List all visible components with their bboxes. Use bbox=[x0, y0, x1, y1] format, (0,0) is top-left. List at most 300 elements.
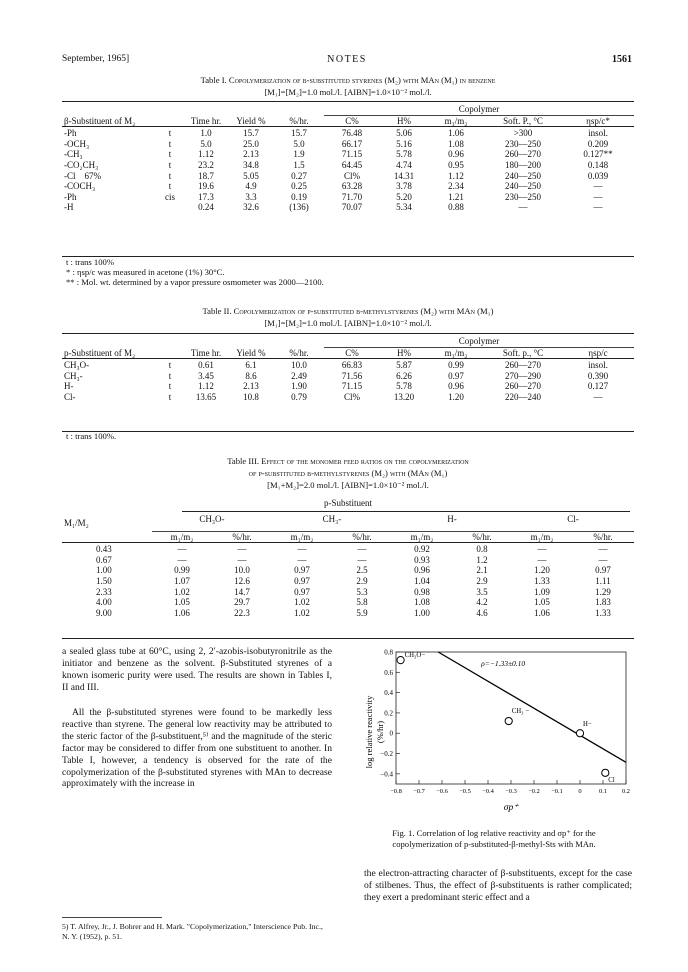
table1-cell-yield: 34.8 bbox=[243, 159, 259, 170]
table1-cell-rate: 5.0 bbox=[293, 138, 305, 149]
table2-header-h: H% bbox=[397, 347, 411, 358]
table3-cell-value: 10.0 bbox=[234, 565, 250, 576]
table2-cell-rate: 2.49 bbox=[291, 370, 307, 381]
table3-cell-value: 5.8 bbox=[356, 597, 368, 608]
table2-cell-h: 5.87 bbox=[396, 360, 412, 371]
table2-cell-isomer: t bbox=[168, 391, 172, 402]
table1-cell-time: 23.2 bbox=[198, 159, 214, 170]
table3-cell-feed: 4.00 bbox=[96, 597, 112, 608]
table1-row bbox=[62, 171, 634, 182]
table3-cell-value: 0.96 bbox=[414, 565, 430, 576]
table3-cell-value: — bbox=[357, 554, 367, 565]
table3-cell-value: 1.09 bbox=[534, 586, 550, 597]
table3-cell-value: 2.9 bbox=[476, 575, 488, 586]
table1-cell-substituent: -COCH₃ bbox=[64, 181, 96, 192]
table3-cell-value: 0.97 bbox=[294, 565, 310, 576]
table3-cell-value: — bbox=[357, 544, 367, 555]
table1-cell-yield: 32.6 bbox=[243, 202, 259, 213]
table2-cell-substituent: Cl- bbox=[64, 391, 76, 402]
table2-cell-c: 71.15 bbox=[341, 381, 363, 392]
y-tick-label: 0.6 bbox=[384, 668, 393, 677]
table3-row bbox=[62, 565, 634, 576]
table3-cell-value: 1.08 bbox=[414, 597, 430, 608]
table3-cell-value: 1.02 bbox=[294, 597, 310, 608]
table1-cell-h: 4.74 bbox=[396, 159, 412, 170]
table1-cell-yield: 25.0 bbox=[243, 138, 259, 149]
table1-cell-substituent: -Cl 67% bbox=[64, 170, 101, 181]
table1-cell-h: 5.78 bbox=[396, 149, 412, 160]
table1-cell-soft: >300 bbox=[513, 128, 533, 139]
table3-cell-value: 1.06 bbox=[534, 607, 550, 618]
table1-cell-rate: 0.25 bbox=[291, 181, 307, 192]
table1-cell-soft: 230—250 bbox=[505, 138, 541, 149]
table1-cell-yield: 3.3 bbox=[245, 191, 257, 202]
footnote: 5) T. Alfrey, Jr., J. Bohrer and H. Mark. "Copolymerization," Interscience Pub. Inc., N. Y. (1952), p. 51. bbox=[62, 922, 323, 941]
y-tick-label: −0.4 bbox=[380, 770, 393, 779]
table2-cell-isomer: t bbox=[168, 370, 172, 381]
table1-header-ratio: m₁/m₂ bbox=[444, 115, 468, 126]
table3-subheader-rate: %/hr. bbox=[572, 531, 634, 543]
table3-cell-value: 2.5 bbox=[356, 565, 368, 576]
table3-cell-value: — bbox=[297, 554, 307, 565]
table2-cell-yield: 6.1 bbox=[245, 360, 257, 371]
table1-cell-c: 71.15 bbox=[341, 149, 363, 160]
table3-header-chloro: Cl- bbox=[567, 514, 579, 524]
table1-cell-visc: — bbox=[593, 181, 603, 192]
figure-1-x-ticks bbox=[390, 780, 630, 795]
table3-cell-value: 1.05 bbox=[174, 597, 190, 608]
table1-cell-soft: 230—250 bbox=[505, 191, 541, 202]
table3-cell-value: 1.33 bbox=[534, 575, 550, 586]
table1-note-trans: t : trans 100% bbox=[66, 257, 114, 267]
table3-subheader-ratio: m₁/m₂ bbox=[392, 531, 452, 543]
table1-cell-c: 71.70 bbox=[341, 191, 363, 202]
table1-cell-h: 3.78 bbox=[396, 181, 412, 192]
table3-cell-value: 4.2 bbox=[476, 597, 488, 608]
table1-cell-isomer: t bbox=[168, 181, 172, 192]
body-text-left-para2: All the β-substituted styrenes were found to be markedly less reactive than styrene. The general low reactivity may be attributed to the steric factor of the β-substituent,⁵⁾ and the magnitude of the steric factor may be considered to differ from one substituent to another. In Table I, however, a tendency is observed for the rate of the copolymerization of the β-substituted styrenes with MAn to decrease approximately with the increase in bbox=[62, 707, 332, 790]
table1-cell-visc: 0.127** bbox=[583, 149, 613, 160]
figure-1-ylabel-line1: log relative reactivity bbox=[364, 695, 374, 769]
table1-cell-visc: — bbox=[593, 191, 603, 202]
table1-header-soft: Soft. P., °C bbox=[503, 115, 543, 126]
table1-row bbox=[62, 128, 634, 139]
table3-cell-value: 0.92 bbox=[414, 544, 430, 555]
table3-cell-value: 0.99 bbox=[174, 565, 190, 576]
table2-row bbox=[62, 371, 634, 382]
table1-cell-time: 17.3 bbox=[198, 191, 214, 202]
figure-1-chart bbox=[356, 646, 632, 818]
table3-cell-value: 2.9 bbox=[356, 575, 368, 586]
table1-cell-c: 76.48 bbox=[341, 128, 363, 139]
table1-cell-rate: 0.19 bbox=[291, 191, 307, 202]
table1-cell-substituent: -CH₃ bbox=[64, 149, 83, 160]
table1-cell-h: 14.31 bbox=[393, 170, 415, 181]
table1-cell-substituent: -OCH₃ bbox=[64, 138, 90, 149]
table1-cell-ratio: 1.12 bbox=[448, 170, 464, 181]
table2-cell-yield: 10.8 bbox=[243, 391, 259, 402]
table1-cell-h: 5.20 bbox=[396, 191, 412, 202]
figure-1-rho-label: ρ=−1.33±0.10 bbox=[481, 659, 526, 669]
table3-cell-value: 4.6 bbox=[476, 607, 488, 618]
table2-header-c: C% bbox=[345, 347, 359, 358]
table1-row bbox=[62, 160, 634, 171]
table1-row bbox=[62, 202, 634, 213]
table3-cell-value: 1.02 bbox=[174, 586, 190, 597]
table3-cell-feed: 9.00 bbox=[96, 607, 112, 618]
table2-cell-rate: 1.90 bbox=[291, 381, 307, 392]
table3-group-rule bbox=[182, 511, 630, 512]
table3-cell-feed: 0.43 bbox=[96, 544, 112, 555]
table1-cell-substituent: -Ph bbox=[64, 191, 77, 202]
table3-cell-value: — bbox=[598, 554, 608, 565]
table1-note-viscosity: * : ηsp/c was measured in acetone (1%) 30°C. bbox=[66, 267, 225, 277]
table3-caption: Table III. Effect of the monomer feed ratios on the copolymerization bbox=[227, 456, 469, 466]
table1-cell-c: 64.45 bbox=[341, 159, 363, 170]
table1-cell-visc: 0.209 bbox=[587, 138, 609, 149]
table1-row bbox=[62, 139, 634, 150]
table2-row bbox=[62, 360, 634, 371]
table3-subheader-rate: %/hr. bbox=[332, 531, 392, 543]
table3-row bbox=[62, 576, 634, 587]
table1-cell-substituent: -CO₂CH₃ bbox=[64, 159, 99, 170]
table3-cell-value: 3.5 bbox=[476, 586, 488, 597]
table2-cell-substituent: CH₃O- bbox=[64, 360, 90, 371]
table3-cell-value: 2.1 bbox=[476, 565, 488, 576]
figure-1-ylabel-line2: (%/hr) bbox=[375, 720, 385, 744]
table3-row bbox=[62, 587, 634, 598]
table2-cell-time: 3.45 bbox=[198, 370, 214, 381]
x-tick-label: −0.1 bbox=[551, 788, 563, 795]
table2-row bbox=[62, 392, 634, 403]
table3-header-methyl: CH₃- bbox=[322, 514, 342, 524]
table1-cell-h: 5.06 bbox=[396, 128, 412, 139]
y-tick-label: 0.4 bbox=[384, 689, 393, 698]
x-tick-label: −0.3 bbox=[505, 788, 517, 795]
table3-cell-value: — bbox=[177, 544, 187, 555]
table3-header-hydrogen: H- bbox=[447, 514, 457, 524]
table2-header-yield: Yield % bbox=[236, 347, 266, 358]
table1-cell-isomer: t bbox=[168, 149, 172, 160]
table2-cell-soft: 270—290 bbox=[505, 370, 541, 381]
table1-header-rate: %/hr. bbox=[289, 115, 309, 126]
figure-1-fit-line bbox=[438, 652, 626, 762]
table1-cell-time: 5.0 bbox=[200, 138, 212, 149]
body-text-right: the electron-attracting character of β-substituents, except for the case of stilbenes. Thus, the effect of β-substituents is rather complicated; they exert a predominant steric effect and a bbox=[364, 868, 632, 903]
running-header bbox=[62, 54, 632, 68]
table3-cell-value: 1.06 bbox=[174, 607, 190, 618]
table2-cell-isomer: t bbox=[168, 360, 172, 371]
table1-cell-rate: 1.5 bbox=[293, 159, 305, 170]
table3-cell-value: 0.97 bbox=[595, 565, 611, 576]
table1-cell-soft: 240—250 bbox=[505, 170, 541, 181]
x-tick-label: −0.7 bbox=[413, 788, 425, 795]
table3-cell-value: 1.05 bbox=[534, 597, 550, 608]
table3-cell-value: 1.83 bbox=[595, 597, 611, 608]
table2 bbox=[62, 336, 634, 403]
table3-cell-value: 1.33 bbox=[595, 607, 611, 618]
table3-row bbox=[62, 555, 634, 566]
table1-cell-ratio: 1.06 bbox=[448, 128, 464, 139]
table3-cell-value: 1.02 bbox=[294, 607, 310, 618]
table2-conditions: [M₁]=[M₂]=1.0 mol./l. [AIBN]=1.0×10⁻² mol./l. bbox=[264, 318, 432, 328]
table3-subheader-ratio: m₁/m₂ bbox=[512, 531, 572, 543]
table1 bbox=[62, 104, 634, 213]
table2-cell-substituent: CH₃- bbox=[64, 370, 83, 381]
table1-cell-soft: — bbox=[518, 202, 528, 213]
table3-header-feed: M₁/M₂ bbox=[64, 518, 89, 528]
table1-cell-time: 1.0 bbox=[200, 128, 212, 139]
data-point-label: H− bbox=[583, 721, 592, 729]
table1-cell-c: 70.07 bbox=[341, 202, 363, 213]
table3-subheader-rate: %/hr. bbox=[452, 531, 512, 543]
table1-cell-isomer: t bbox=[168, 170, 172, 181]
table3-row bbox=[62, 544, 634, 555]
table1-cell-ratio: 0.95 bbox=[448, 159, 464, 170]
table3-cell-value: 1.07 bbox=[174, 575, 190, 586]
table1-header-substituent: β-Substituent of M₂ bbox=[64, 115, 136, 126]
y-tick-label: −0.2 bbox=[380, 750, 393, 759]
x-tick-label: 0.2 bbox=[622, 788, 630, 795]
table2-note-trans: t : trans 100%. bbox=[66, 431, 117, 441]
table2-cell-isomer: t bbox=[168, 381, 172, 392]
table3-row bbox=[62, 597, 634, 608]
table3-cell-value: 12.6 bbox=[234, 575, 250, 586]
x-tick-label: −0.2 bbox=[528, 788, 540, 795]
data-point-marker bbox=[576, 730, 583, 737]
table1-cell-soft: 240—250 bbox=[505, 181, 541, 192]
table2-cell-c: 66.83 bbox=[341, 360, 363, 371]
data-point-marker bbox=[602, 769, 609, 776]
table1-cell-isomer: cis bbox=[165, 191, 175, 202]
table2-cell-h: 13.20 bbox=[393, 391, 415, 402]
header-date: September, 1965] bbox=[62, 54, 130, 64]
figure-1-points bbox=[397, 652, 615, 784]
x-tick-label: −0.4 bbox=[482, 788, 494, 795]
table1-row bbox=[62, 192, 634, 203]
table2-cell-h: 6.26 bbox=[396, 370, 412, 381]
table2-cell-substituent: H- bbox=[64, 381, 74, 392]
table1-cell-visc: insol. bbox=[588, 128, 608, 139]
table3-cell-value: 0.93 bbox=[414, 554, 430, 565]
table3-subheader-ratio: m₁/m₂ bbox=[272, 531, 332, 543]
table3-cell-value: 0.97 bbox=[294, 575, 310, 586]
table1-cell-substituent: -H bbox=[64, 202, 74, 213]
table1-cell-visc: 0.148 bbox=[587, 159, 609, 170]
table2-cell-rate: 10.0 bbox=[291, 360, 307, 371]
table1-cell-soft: 260—270 bbox=[505, 149, 541, 160]
table1-row bbox=[62, 181, 634, 192]
table1-cell-time: 1.12 bbox=[198, 149, 214, 160]
data-point-marker bbox=[505, 717, 512, 724]
table3-cell-value: 1.29 bbox=[595, 586, 611, 597]
table2-cell-ratio: 0.97 bbox=[448, 370, 464, 381]
table2-cell-time: 0.61 bbox=[198, 360, 214, 371]
table3-subheader-ratio: m₁/m₂ bbox=[152, 531, 212, 543]
table3-subheader-rate: %/hr. bbox=[212, 531, 272, 543]
table1-cell-yield: 5.05 bbox=[243, 170, 259, 181]
table1-cell-h: 5.34 bbox=[396, 202, 412, 213]
table3-cell-value: 22.3 bbox=[234, 607, 250, 618]
table2-cell-visc: — bbox=[593, 391, 603, 402]
table1-cell-ratio: 2.34 bbox=[448, 181, 464, 192]
table3-cell-value: 5.3 bbox=[356, 586, 368, 597]
table1-cell-time: 0.24 bbox=[198, 202, 214, 213]
table1-header-h: H% bbox=[397, 115, 411, 126]
table2-cell-c: 71.56 bbox=[341, 370, 363, 381]
table2-cell-visc: 0.127 bbox=[587, 381, 609, 392]
table3-cell-value: — bbox=[537, 544, 547, 555]
table1-cell-visc: 0.039 bbox=[587, 170, 609, 181]
x-tick-label: −0.5 bbox=[459, 788, 471, 795]
table2-cell-soft: 260—270 bbox=[505, 381, 541, 392]
table1-caption: Table I. Copolymerization of β-substituted styrenes (M₂) with MAn (M₁) in benzene bbox=[200, 75, 496, 85]
table3-cell-value: 1.20 bbox=[534, 565, 550, 576]
table1-conditions: [M₁]=[M₂]=1.0 mol./l. [AIBN]=1.0×10⁻² mol./l. bbox=[264, 87, 432, 97]
table2-cell-h: 5.78 bbox=[396, 381, 412, 392]
table2-header-visc: ηsp/c bbox=[588, 347, 608, 358]
table1-header-visc: ηsp/c* bbox=[586, 115, 610, 126]
header-page-number: 1561 bbox=[612, 54, 632, 65]
header-section: NOTES bbox=[327, 54, 367, 65]
table2-cell-yield: 8.6 bbox=[245, 370, 257, 381]
table3-cell-value: 1.2 bbox=[476, 554, 488, 565]
table1-cell-time: 19.6 bbox=[198, 181, 214, 192]
table1-cell-soft: 180—200 bbox=[505, 159, 541, 170]
x-tick-label: 0.1 bbox=[599, 788, 607, 795]
table1-cell-rate: 15.7 bbox=[291, 128, 307, 139]
x-tick-label: −0.8 bbox=[390, 788, 402, 795]
table1-header-c: C% bbox=[345, 115, 359, 126]
table1-cell-rate: (136) bbox=[289, 202, 309, 213]
data-point-marker bbox=[397, 657, 404, 664]
data-point-label: Cl bbox=[608, 776, 615, 784]
table1-cell-ratio: 1.21 bbox=[448, 191, 464, 202]
table2-cell-yield: 2.13 bbox=[243, 381, 259, 392]
table1-cell-yield: 15.7 bbox=[243, 128, 259, 139]
data-point-label: CH₃O− bbox=[404, 652, 426, 660]
table2-header-time: Time hr. bbox=[190, 347, 222, 358]
table2-header-rate: %/hr. bbox=[289, 347, 309, 358]
table3-cell-value: 1.04 bbox=[414, 575, 430, 586]
table1-header-time: Time hr. bbox=[190, 115, 222, 126]
figure-1-y-ticks bbox=[380, 649, 400, 779]
table1-cell-isomer bbox=[156, 202, 184, 213]
table2-cell-visc: insol. bbox=[588, 360, 608, 371]
table1-cell-rate: 1.9 bbox=[293, 149, 305, 160]
table1-cell-visc: — bbox=[593, 202, 603, 213]
table1-cell-rate: 0.27 bbox=[291, 170, 307, 181]
table1-bottom-rule bbox=[62, 256, 634, 257]
table1-cell-ratio: 1.08 bbox=[448, 138, 464, 149]
table3-cell-value: 1.00 bbox=[414, 607, 430, 618]
table3-cell-value: — bbox=[297, 544, 307, 555]
table3-cell-value: — bbox=[598, 544, 608, 555]
table3-conditions: [M₁+M₂]=2.0 mol./l. [AIBN]=1.0×10⁻² mol./l. bbox=[267, 480, 429, 490]
table3-row bbox=[62, 608, 634, 619]
data-point-label: CH₃ − bbox=[511, 708, 530, 716]
table2-cell-ratio: 0.96 bbox=[448, 381, 464, 392]
table3-cell-value: 0.98 bbox=[414, 586, 430, 597]
table2-row bbox=[62, 381, 634, 392]
table1-cell-isomer: t bbox=[168, 138, 172, 149]
table3-bottom-rule bbox=[62, 638, 634, 639]
table1-header-yield: Yield % bbox=[236, 115, 266, 126]
table1-cell-substituent: -Ph bbox=[64, 128, 77, 139]
table2-cell-time: 1.12 bbox=[198, 381, 214, 392]
y-tick-label: 0.2 bbox=[384, 709, 393, 718]
table2-header-copolymer: Copolymer bbox=[324, 336, 634, 347]
table1-header-copolymer: Copolymer bbox=[324, 104, 634, 115]
table1-cell-yield: 2.13 bbox=[243, 149, 259, 160]
table1-note-molwt: ** : Mol. wt. determined by a vapor pressure osmometer was 2000—2100. bbox=[66, 277, 324, 287]
table3-cell-value: 1.11 bbox=[595, 575, 611, 586]
table3-cell-value: 29.7 bbox=[234, 597, 250, 608]
table3-cell-value: 0.8 bbox=[476, 544, 488, 555]
table3-group-label: p-Substituent bbox=[323, 498, 372, 508]
table2-cell-ratio: 0.99 bbox=[448, 360, 464, 371]
footnote-rule bbox=[62, 917, 162, 918]
table1-row bbox=[62, 149, 634, 160]
table1-cell-time: 18.7 bbox=[198, 170, 214, 181]
x-tick-label: −0.6 bbox=[436, 788, 448, 795]
figure-1-xlabel: σp⁺ bbox=[503, 803, 519, 813]
table3-cell-value: — bbox=[237, 544, 247, 555]
table1-cell-c: Cl% bbox=[343, 170, 360, 181]
table2-header-substituent: p-Substituent of M₂ bbox=[64, 347, 136, 358]
table1-top-rule bbox=[62, 101, 634, 102]
y-tick-label: 0 bbox=[389, 729, 393, 738]
table3-cell-value: — bbox=[237, 554, 247, 565]
table3-cell-value: 5.9 bbox=[356, 607, 368, 618]
y-tick-label: 0.8 bbox=[384, 648, 393, 657]
table1-cell-isomer: t bbox=[168, 128, 172, 139]
table2-cell-c: Cl% bbox=[343, 391, 360, 402]
table3-cell-feed: 1.50 bbox=[96, 575, 112, 586]
table2-header-ratio: m₁/m₂ bbox=[444, 347, 468, 358]
table2-caption: Table II. Copolymerization of p-substituted β-methylstyrenes (M₂) with MAn (M₁) bbox=[202, 306, 494, 316]
table2-bottom-rule bbox=[62, 431, 634, 432]
figure-1-caption: Fig. 1. Correlation of log relative reactivity and σp⁺ for the copolymerization of p-substituted-β-methyl-Sts with MAn. bbox=[392, 828, 596, 849]
table1-cell-h: 5.16 bbox=[396, 138, 412, 149]
table2-top-rule bbox=[62, 333, 634, 334]
table2-header-soft: Soft. p., °C bbox=[502, 347, 544, 358]
table2-cell-ratio: 1.20 bbox=[448, 391, 464, 402]
table3-caption-line2: of p-substituted β-methylstyrenes (M₂) with (MAn (M₁) bbox=[248, 468, 448, 478]
table3 bbox=[62, 514, 634, 618]
table2-cell-soft: 260—270 bbox=[505, 360, 541, 371]
body-text-left-para1: a sealed glass tube at 60°C, using 2, 2′-azobis-isobutyronitrile as the initiator and benzene as the solvent. β-Substituted styrenes of a known isomeric purity were used. The results are shown in Tables I, II and III. bbox=[62, 646, 332, 693]
table3-cell-feed: 2.33 bbox=[96, 586, 112, 597]
table2-cell-soft: 220—240 bbox=[505, 391, 541, 402]
table3-cell-value: 0.97 bbox=[294, 586, 310, 597]
x-tick-label: 0 bbox=[578, 788, 582, 795]
table1-cell-c: 66.17 bbox=[341, 138, 363, 149]
table3-cell-feed: 0.67 bbox=[96, 554, 112, 565]
table1-cell-isomer: t bbox=[168, 159, 172, 170]
table1-cell-yield: 4.9 bbox=[245, 181, 257, 192]
table3-cell-value: — bbox=[177, 554, 187, 565]
table1-cell-ratio: 0.88 bbox=[448, 202, 464, 213]
table1-cell-c: 63.28 bbox=[341, 181, 363, 192]
table2-cell-time: 13.65 bbox=[195, 391, 217, 402]
table3-cell-value: 14.7 bbox=[234, 586, 250, 597]
table1-cell-ratio: 0.96 bbox=[448, 149, 464, 160]
table2-cell-rate: 0.79 bbox=[291, 391, 307, 402]
table3-header-methoxy: CH₃O- bbox=[199, 514, 225, 524]
table2-cell-visc: 0.390 bbox=[587, 370, 609, 381]
table3-cell-feed: 1.00 bbox=[96, 565, 112, 576]
